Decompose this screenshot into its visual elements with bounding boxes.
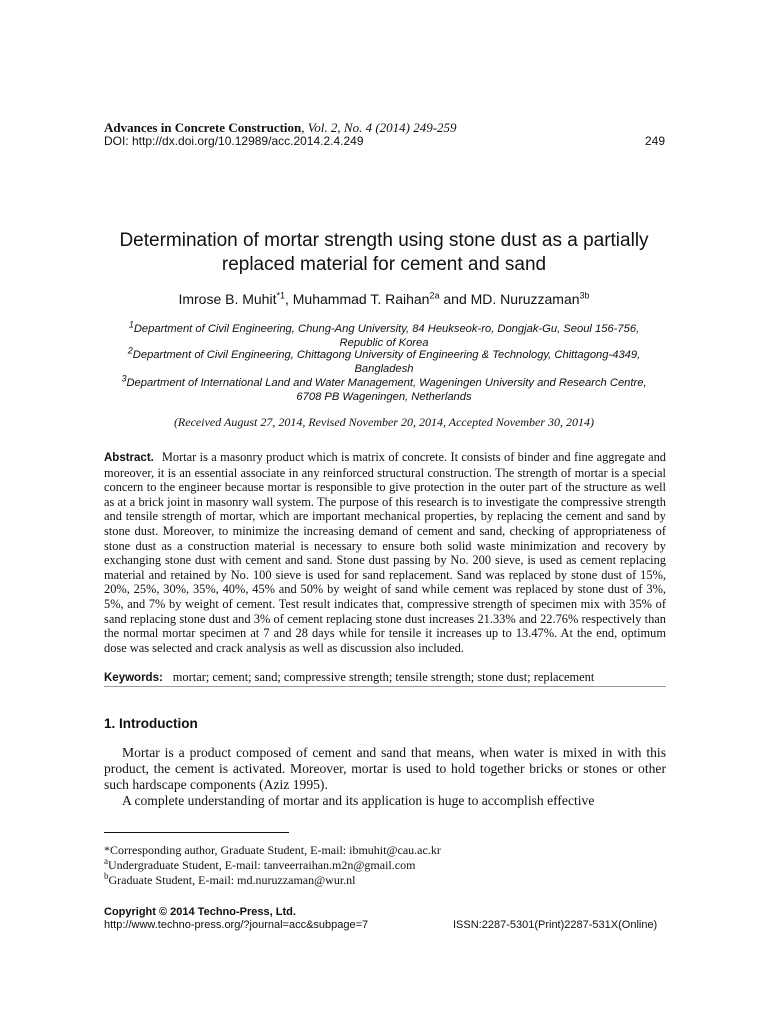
affiliation-mark: 1: [128, 319, 134, 330]
affiliation-1: [104, 319, 664, 350]
paragraph: Mortar is a product composed of cement and sand that means, when water is mixed in with this product, the cement is activated. Moreover, mortar is used to hold together bricks or stones or other such hardscape components (Aziz 1995).: [104, 745, 666, 792]
affiliation-line: 6708 PB Wageningen, Netherlands: [296, 391, 472, 403]
publisher-link[interactable]: http://www.techno-press.org/?journal=acc&subpage=7: [104, 919, 369, 931]
paragraph: A complete understanding of mortar and its application is huge to accomplish effective: [122, 793, 595, 808]
author-mark: 3b: [579, 290, 590, 301]
section-heading: 1. Introduction: [104, 716, 198, 731]
footnote-mark: *: [104, 843, 110, 857]
journal-name: Advances in Concrete Construction: [104, 120, 302, 135]
page-number: 249: [645, 134, 666, 148]
affiliation-line: Department of International Land and Water Management, Wageningen University and Research Centre,: [126, 377, 647, 389]
author-list: [104, 291, 664, 307]
author-separator: and: [439, 291, 471, 307]
author-name: Imrose B. Muhit: [178, 291, 277, 307]
footnote-divider: [104, 832, 289, 833]
doi-link[interactable]: DOI: http://dx.doi.org/10.12989/acc.2014.2.4.249: [104, 134, 364, 148]
keywords-label: Keywords:: [104, 672, 163, 684]
keywords: [104, 670, 594, 685]
author-mark: *1: [276, 290, 285, 301]
received-dates: (Received August 27, 2014, Revised November 20, 2014, Accepted November 30, 2014): [173, 415, 595, 429]
affiliation-mark: 3: [121, 373, 127, 384]
affiliation-line: Republic of Korea: [339, 337, 429, 349]
journal-volume: , Vol. 2, No. 4 (2014) 249-259: [301, 120, 457, 135]
affiliation-line: Department of Civil Engineering, Chittagong University of Engineering & Technology, Chittagong-4349,: [132, 349, 641, 361]
title-line-1: Determination of mortar strength using stone dust as a partially: [119, 230, 649, 251]
introduction-body: [104, 745, 666, 809]
footnote-text: Corresponding author, Graduate Student, E-mail: ibmuhit@cau.ac.kr: [110, 843, 441, 857]
footnote-text: Graduate Student, E-mail: md.nuruzzaman@wur.nl: [108, 873, 356, 887]
abstract-label: Abstract.: [104, 452, 154, 464]
author-name: MD. Nuruzzaman: [470, 291, 580, 307]
footnote-mark: a: [104, 856, 108, 866]
footnote: [104, 858, 441, 873]
affiliation-mark: 2: [127, 345, 133, 356]
copyright: Copyright © 2014 Techno-Press, Ltd.: [104, 906, 296, 918]
keywords-divider: [104, 686, 666, 687]
author-separator: ,: [284, 291, 293, 307]
affiliation-3: [104, 373, 664, 404]
abstract-text: Mortar is a masonry product which is matrix of concrete. It consists of binder and fine aggregate and moreover, it is an essential associate in any reinforced structural construction. The strength of mortar is a special concern to the engineer because mortar is responsible to give protection in the outer part of the structure as well as at a brick joint in masonry wall system. The purpose of this research is to investigate the compressive strength and tensile strength of mortar, which are important mechanical properties, by replacing the cement and sand by stone dust. Moreover, to minimize the increasing demand of cement and sand, checking of appropriateness of stone dust as a construction material is necessary to ensure both solid waste minimization and recovery by exchanging stone dust with cement and sand. Stone dust passing by No. 200 sieve, is used as cement replacing material and retained by No. 100 sieve is used for sand replacement. Sand was replaced by stone dust of 15%, 20%, 25%, 30%, 35%, 40%, 45% and 50% by weight of sand while cement was replaced by stone dust of 3%, 5%, and 7% by weight of cement. Test result indicates that, compressive strength of specimen mix with 35% of sand replacing stone dust and 3% of cement replacing stone dust increases 21.33% and 22.76% respectively than the normal mortar specimen at 7 and 28 days while for tensile it increases up to 13.47%. At the end, optimum dose was selected and crack analysis as well as discussion also included.: [104, 450, 666, 655]
issn: ISSN:2287-5301(Print)2287-531X(Online): [453, 919, 658, 931]
title-line-2: replaced material for cement and sand: [221, 254, 547, 275]
footnote: [104, 873, 441, 888]
affiliation-2: [104, 345, 664, 376]
affiliation-line: Bangladesh: [354, 363, 414, 375]
abstract: [104, 450, 666, 655]
author-mark: 2a: [429, 290, 440, 301]
footnote: [104, 843, 441, 858]
author-name: Muhammad T. Raihan: [292, 291, 430, 307]
footnote-text: Undergraduate Student, E-mail: tanveerraihan.m2n@gmail.com: [108, 858, 416, 872]
footnotes: [104, 843, 441, 888]
footnote-mark: b: [104, 871, 109, 881]
paper-title: [90, 229, 678, 277]
affiliation-line: Department of Civil Engineering, Chung-Ang University, 84 Heukseok-ro, Dongjak-Gu, Seoul 156-756,: [133, 323, 640, 335]
keywords-text: mortar; cement; sand; compressive strength; tensile strength; stone dust; replacement: [172, 670, 595, 684]
